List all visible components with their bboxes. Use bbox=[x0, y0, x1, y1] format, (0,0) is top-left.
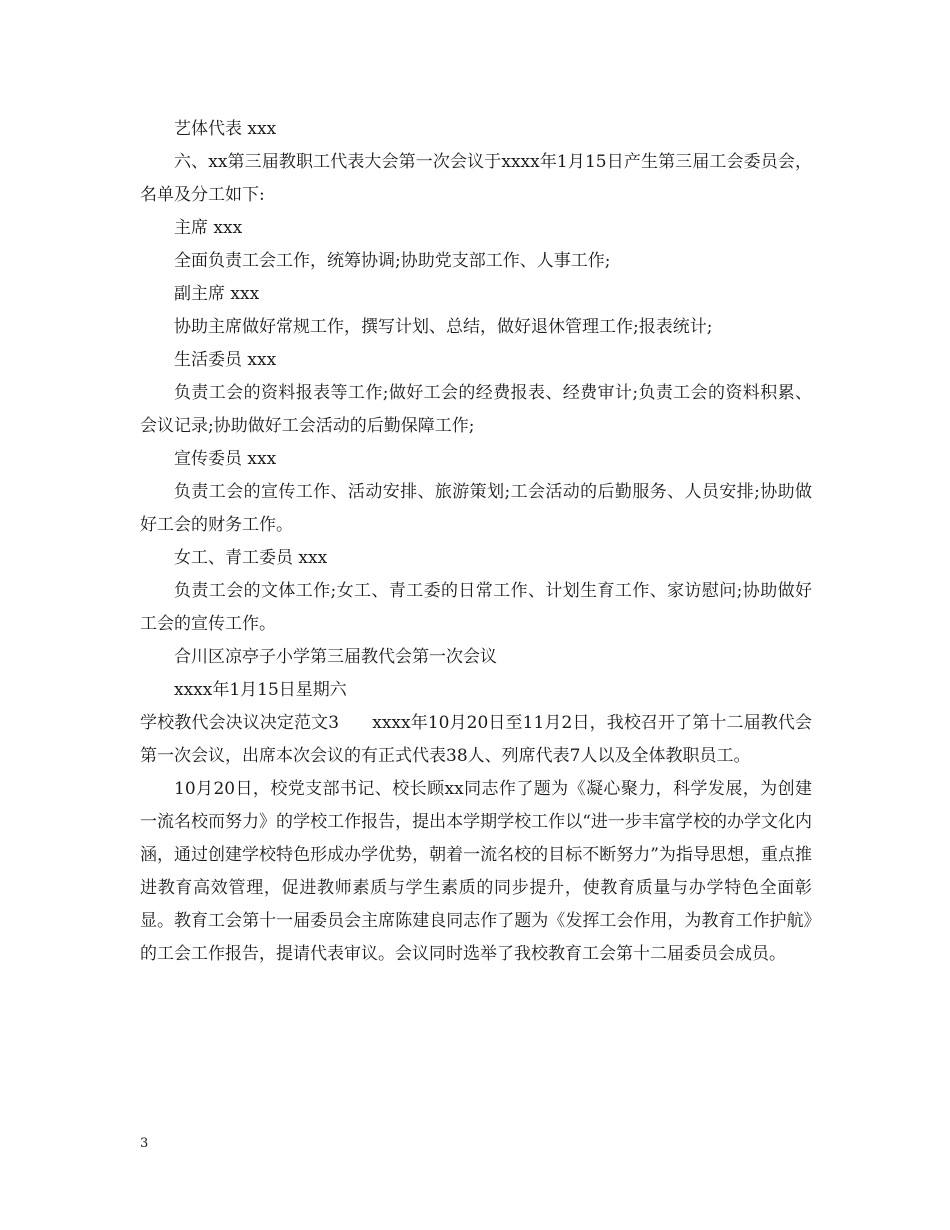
paragraph-arts-sports-rep: 艺体代表 xxx bbox=[174, 119, 277, 139]
paragraph-school-meeting: 合川区凉亭子小学第三届教代会第一次会议 bbox=[174, 647, 497, 667]
paragraph-section-six: 六、xx第三届教职工代表大会第一次会议于xxxx年1月15日产生第三届工会委员会，名单及分工如下: bbox=[140, 152, 812, 205]
paragraph-sample-three: 学校教代会决议决定范文3 xxxx年10月20日至11月2日，我校召开了第十二届教代会第一次会议，出席本次会议的有正式代表38人、列席代表7人以及全体教职员工。 bbox=[140, 713, 812, 766]
paragraph-life-committee-duties: 负责工会的资料报表等工作;做好工会的经费报表、经费审计;负责工会的资料积累、会议记录;协助做好工会活动的后勤保障工作; bbox=[140, 383, 812, 436]
document-body bbox=[140, 113, 812, 971]
paragraph-women-youth-duties: 负责工会的文体工作;女工、青工委的日常工作、计划生育工作、家访慰问;协助做好工会的宣传工作。 bbox=[140, 581, 812, 634]
paragraph-chairman-duties: 全面负责工会工作，统筹协调;协助党支部工作、人事工作; bbox=[174, 251, 611, 271]
paragraph-work-report: 10月20日，校党支部书记、校长顾xx同志作了题为《凝心聚力，科学发展，为创建一流名校而努力》的学校工作报告，提出本学期学校工作以“进一步丰富学校的办学文化内涵，通过创建学校特色形成办学优势，朝着一流名校的目标不断努力”为指导思想，重点推进教育高效管理，促进教师素质与学生素质的同步提升，使教育质量与办学特色全面彰显。教育工会第十一届委员会主席陈建良同志作了题为《发挥工会作用，为教育工作护航》的工会工作报告，提请代表审议。会议同时选举了我校教育工会第十二届委员会成员。 bbox=[140, 779, 812, 964]
page-number: 3 bbox=[140, 1136, 149, 1151]
paragraph-vice-chairman-duties: 协助主席做好常规工作，撰写计划、总结，做好退休管理工作;报表统计; bbox=[174, 317, 713, 337]
paragraph-publicity-duties: 负责工会的宣传工作、活动安排、旅游策划;工会活动的后勤服务、人员安排;协助做好工会的财务工作。 bbox=[140, 482, 812, 535]
paragraph-date: xxxx年1月15日星期六 bbox=[174, 680, 347, 700]
paragraph-vice-chairman: 副主席 xxx bbox=[174, 284, 260, 304]
paragraph-women-youth-committee: 女工、青工委员 xxx bbox=[174, 548, 328, 568]
paragraph-life-committee: 生活委员 xxx bbox=[174, 350, 277, 370]
paragraph-publicity-committee: 宣传委员 xxx bbox=[174, 449, 277, 469]
paragraph-chairman: 主席 xxx bbox=[174, 218, 243, 238]
